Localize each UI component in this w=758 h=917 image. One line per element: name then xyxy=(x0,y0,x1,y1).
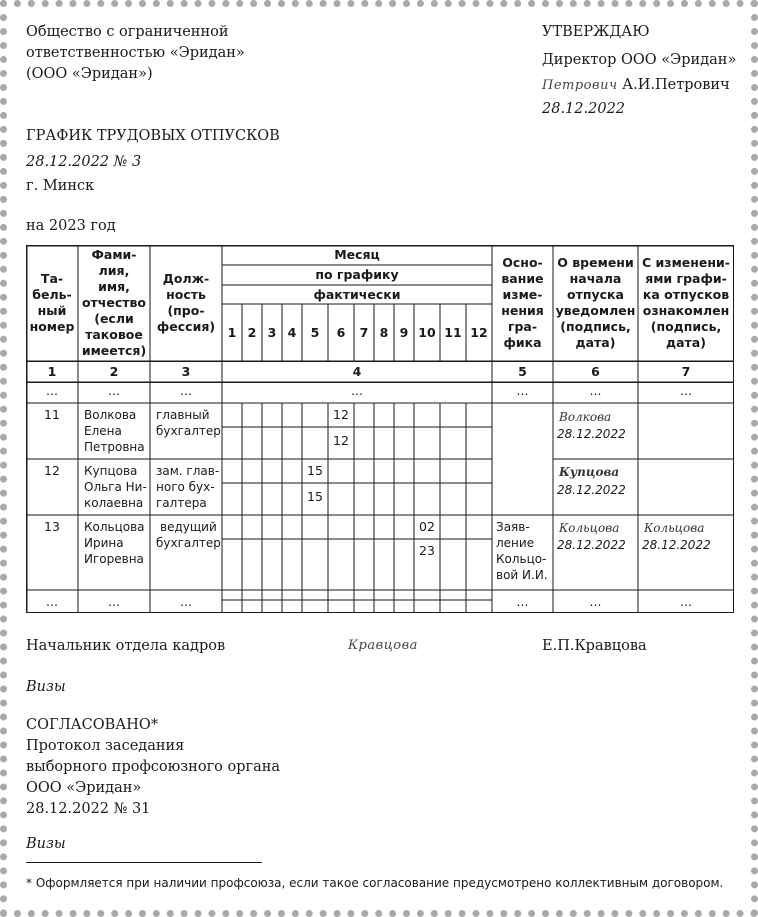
dots-cell: ... xyxy=(108,594,120,609)
header-month-6: 6 xyxy=(336,325,346,340)
approve-position: Директор ООО «Эридан» xyxy=(542,52,737,68)
plan-value: 12 xyxy=(333,407,349,422)
col-number-6: 6 xyxy=(591,364,600,379)
visa-label-1: Визы xyxy=(26,679,66,695)
header-month-5: 5 xyxy=(310,325,320,340)
org-line-3: (ООО «Эридан») xyxy=(26,66,153,82)
approve-signature-line xyxy=(542,75,736,96)
organization-block xyxy=(26,22,245,85)
header-acknowledged: С изменени- ями графи- ка отпусков ознакомлен (подпись, дата) xyxy=(642,255,730,350)
header-position: Долж- ность (про- фессия) xyxy=(156,271,216,334)
document-place: г. Минск xyxy=(26,178,95,194)
header-full-name: Фами- лия, имя, отчество (если таковое имеется) xyxy=(81,247,147,358)
fact-value: 23 xyxy=(419,543,435,558)
row-employee-name: Кольцова Ирина Игоревна xyxy=(84,520,145,566)
col-number-2: 2 xyxy=(109,364,119,379)
approve-title: УТВЕРЖДАЮ xyxy=(542,24,650,40)
header-month-2: 2 xyxy=(247,325,257,340)
row-position: ведущий бухгалтер xyxy=(156,520,221,550)
header-fact: фактически xyxy=(313,287,401,302)
notified-signature: Купцова xyxy=(559,465,620,479)
row-employee-name: Купцова Ольга Ни- колаевна xyxy=(84,464,147,510)
dots-cell: ... xyxy=(108,383,120,398)
dots-cell: ... xyxy=(680,383,692,398)
hr-position: Начальник отдела кадров xyxy=(26,638,226,654)
row-position: главный бухгалтер xyxy=(156,408,221,438)
dots-cell: ... xyxy=(589,383,602,398)
header-month-4: 4 xyxy=(287,325,297,340)
header-month-12: 12 xyxy=(470,325,488,340)
row-position: зам. глав- ного бух- галтера xyxy=(156,464,220,510)
header-month-7: 7 xyxy=(359,325,369,340)
dots-cell: ... xyxy=(46,383,58,398)
footnote: * Оформляется при наличии профсоюза, если такое согласование предусмотрено коллективным договором. xyxy=(26,876,724,890)
approval-block xyxy=(542,22,736,120)
dots-cell: ... xyxy=(180,383,192,398)
col-number-1: 1 xyxy=(47,364,57,379)
acknowledged-date: 28.12.2022 xyxy=(642,538,711,552)
agreed-line-2: выборного профсоюзного органа xyxy=(26,759,281,775)
agreed-line-3: ООО «Эридан» xyxy=(26,780,142,796)
dots-cell: ... xyxy=(589,594,602,609)
hr-signature: Кравцова xyxy=(348,638,418,653)
header-month-1: 1 xyxy=(227,325,237,340)
notified-date: 28.12.2022 xyxy=(557,538,626,552)
agreed-block xyxy=(26,715,280,820)
document-title: ГРАФИК ТРУДОВЫХ ОТПУСКОВ xyxy=(26,128,280,144)
approve-date: 28.12.2022 xyxy=(542,101,626,117)
document-year: на 2023 год xyxy=(26,218,116,234)
footnote-divider xyxy=(26,862,262,863)
col-number-4: 4 xyxy=(352,364,362,379)
agreed-line-4: 28.12.2022 № 31 xyxy=(26,801,151,817)
vacation-schedule-table xyxy=(26,245,734,613)
agreed-line-1: Протокол заседания xyxy=(26,738,185,754)
org-line-2: ответственностью «Эридан» xyxy=(26,45,245,61)
header-month-3: 3 xyxy=(267,325,277,340)
header-plan: по графику xyxy=(315,267,399,282)
header-notified: О времени начала отпуска уведомлен (подпись, дата) xyxy=(555,255,636,350)
agreed-title: СОГЛАСОВАНО* xyxy=(26,717,159,733)
col-number-5: 5 xyxy=(518,364,527,379)
notified-signature: Волкова xyxy=(559,410,612,424)
document-date-number: 28.12.2022 № 3 xyxy=(26,154,142,170)
header-month-9: 9 xyxy=(399,325,409,340)
row-tab-number: 12 xyxy=(44,463,60,478)
col-number-3: 3 xyxy=(181,364,191,379)
header-month-10: 10 xyxy=(418,325,436,340)
dots-cell: ... xyxy=(46,594,58,609)
row-tab-number: 11 xyxy=(44,407,60,422)
notified-date: 28.12.2022 xyxy=(557,483,626,497)
acknowledged-signature: Кольцова xyxy=(644,521,705,535)
fact-value: 12 xyxy=(333,433,349,448)
change-basis: Заяв- ление Кольцо- вой И.И. xyxy=(496,520,548,582)
dots-cell: ... xyxy=(516,383,529,398)
header-tab-number: Та- бель- ный номер xyxy=(29,271,75,334)
hr-name: Е.П.Кравцова xyxy=(542,638,647,654)
director-signature: Петрович xyxy=(542,78,618,93)
row-employee-name: Волкова Елена Петровна xyxy=(84,408,145,454)
fact-value: 15 xyxy=(307,489,323,504)
header-month-8: 8 xyxy=(379,325,389,340)
dots-cell: ... xyxy=(351,383,363,398)
dots-cell: ... xyxy=(516,594,529,609)
plan-value: 15 xyxy=(307,463,323,478)
header-month-11: 11 xyxy=(444,325,462,340)
header-month: Месяц xyxy=(334,247,380,262)
col-number-7: 7 xyxy=(681,364,691,379)
approve-name: А.И.Петрович xyxy=(622,77,730,93)
org-line-1: Общество с ограниченной xyxy=(26,24,229,40)
notified-date: 28.12.2022 xyxy=(557,427,626,441)
header-basis: Осно- вание изме- нения гра- фика xyxy=(501,255,544,350)
plan-value: 02 xyxy=(419,519,435,534)
dots-cell: ... xyxy=(180,594,192,609)
dots-cell: ... xyxy=(680,594,692,609)
notified-signature: Кольцова xyxy=(559,521,620,535)
row-tab-number: 13 xyxy=(44,519,60,534)
visa-label-2: Визы xyxy=(26,836,66,852)
